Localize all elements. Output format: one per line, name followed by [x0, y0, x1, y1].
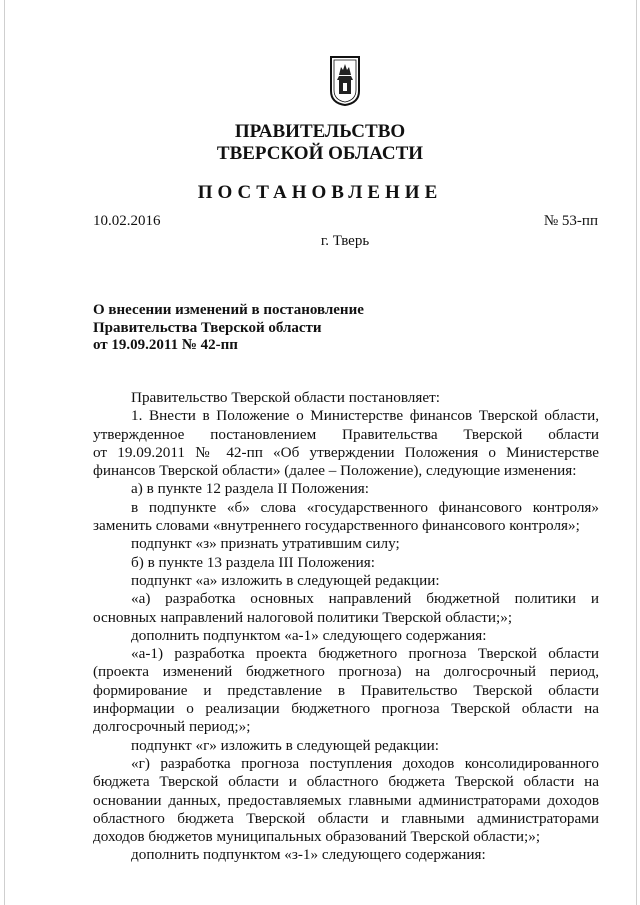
document-date: 10.02.2016 [93, 213, 161, 229]
document-type: ПОСТАНОВЛЕНИЕ [197, 182, 443, 203]
paragraph-line: «а) разработка основных направлений бюджетной политики и [131, 590, 599, 608]
subject-line: от 19.09.2011 № 42-пп [93, 337, 238, 353]
document-body [93, 389, 599, 865]
document-subject [93, 302, 364, 355]
subject-line: О внесении изменений в постановление [93, 302, 364, 318]
paragraph-line: областного бюджета Тверской области и главными администраторами [93, 809, 599, 827]
paragraph-line: долгосрочный период;»; [93, 718, 251, 736]
paragraph: дополнить подпунктом «з-1» следующего содержания: [131, 846, 486, 864]
subject-line: Правительства Тверской области [93, 319, 322, 336]
org-name-line2: ТВЕРСКОЙ ОБЛАСТИ [216, 143, 424, 164]
paragraph-line: информации о реализации бюджетного прогноза Тверской области на [93, 700, 599, 718]
paragraph-line: от 19.09.2011 № 42-пп «Об утверждении Положения о Министерстве [93, 443, 599, 461]
paragraph-line: «а-1) разработка проекта бюджетного прогноза Тверской области [131, 645, 599, 663]
paragraph-line: бюджета Тверской области и областного бюджета Тверской области на [93, 773, 599, 791]
paragraph: подпункт «г» изложить в следующей редакции: [131, 736, 440, 754]
paragraph-line: формирование и представление в Правительство Тверской области [93, 681, 599, 699]
paragraph: б) в пункте 13 раздела III Положения: [131, 553, 376, 571]
paragraph [93, 499, 599, 536]
document-number: № 53-пп [543, 213, 598, 229]
paragraph [93, 755, 599, 846]
paragraph: подпункт «з» признать утратившим силу; [131, 535, 400, 553]
paragraph-line: в подпункте «б» слова «государственного финансового контроля» [131, 498, 599, 516]
org-name-line1: ПРАВИТЕЛЬСТВО [234, 121, 406, 142]
paragraph: подпункт «а» изложить в следующей редакции: [131, 571, 440, 589]
paragraph [93, 645, 599, 736]
paragraph-line: «г) разработка прогноза поступления доходов консолидированного [131, 754, 599, 772]
paragraph-line: доходов бюджетов муниципальных образований Тверской области;»; [93, 828, 541, 846]
paragraph-line: финансов Тверской области» (далее – Положение), следующие изменения: [93, 462, 577, 480]
paragraph: Правительство Тверской области постановляет: [131, 389, 440, 406]
document-city: г. Тверь [320, 233, 370, 249]
coat-of-arms-icon [329, 55, 361, 107]
paragraph: а) в пункте 12 раздела II Положения: [131, 480, 369, 498]
paragraph [93, 590, 599, 627]
paragraph-line: 1. Внести в Положение о Министерстве финансов Тверской области, [131, 407, 599, 425]
paragraph [93, 407, 599, 480]
paragraph-line: основании данных, предоставляемых главными администраторами доходов [93, 791, 599, 809]
paragraph-line: основных направлений налоговой политики Тверской области;»; [93, 608, 513, 626]
paragraph-line: утвержденное постановлением Правительства Тверской области [93, 425, 599, 443]
paragraph-line: (проекта изменений бюджетного прогноза) на долгосрочный период, [93, 663, 599, 681]
paragraph: дополнить подпунктом «а-1» следующего содержания: [131, 626, 487, 644]
paragraph-line: заменить словами «внутреннего государственного финансового контроля»; [93, 517, 580, 535]
